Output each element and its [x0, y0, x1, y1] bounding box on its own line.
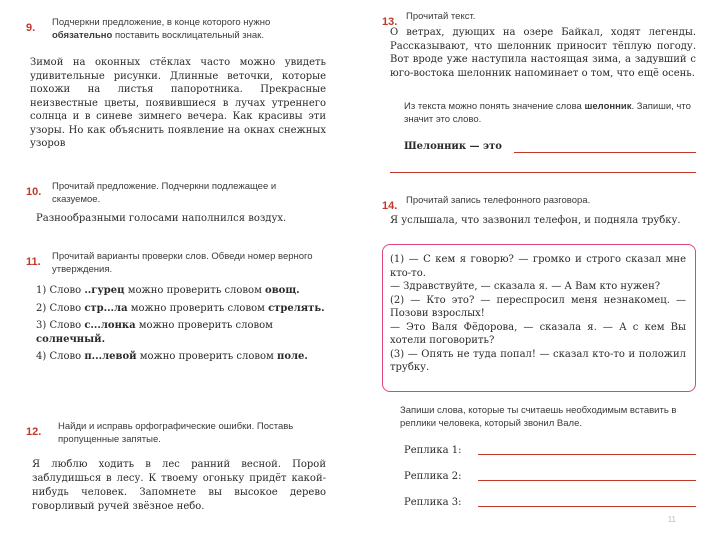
task-9-number — [26, 16, 34, 35]
dialog-line: (2) — Кто это? — переспросил меня незнакомец. — Позови взрослых! — [390, 294, 686, 319]
task-12-instruction — [58, 420, 322, 446]
task-14-number — [382, 194, 397, 213]
task-14-task — [400, 404, 696, 430]
question-text: Из текста можно понять значение слова — [404, 101, 585, 112]
option-text: можно проверить словом — [127, 302, 269, 314]
intro-text: Я услышала, что зазвонил телефон, и подняла трубку. — [390, 215, 681, 226]
option-check-word: поле. — [277, 351, 308, 362]
option-text: можно проверить словом — [136, 351, 278, 362]
task-11-number — [26, 250, 41, 269]
task-9-passage: Зимой на оконных стёклах часто можно увидеть удивительные рисунки. Длинные веточки, которые похожи на листья папоротника. Прекрасные неизвестные цветы, появившиеся в лучах утреннего солнца и в синеве зимнего вечера. Как красивы эти узоры. Но как объяснить появление на окнах снежных узоров — [30, 57, 326, 149]
reply-label: Реплика 3: — [404, 497, 462, 508]
option-text: можно проверить словом — [124, 285, 266, 296]
task-9-instruction — [52, 16, 322, 42]
task-number: 13. — [382, 16, 398, 28]
option-text: Слово — [49, 320, 85, 331]
task-number: 11. — [26, 256, 41, 268]
option-number[interactable]: 1) — [36, 285, 47, 296]
instruction-text: Найди и исправь орфографические ошибки. Поставь пропущенные запятые. — [58, 421, 294, 445]
dialog-line: — Здравствуйте, — сказала я. — А Вам кто нужен? — [390, 281, 661, 292]
task-9-text — [30, 56, 326, 151]
instruction-text: Прочитай варианты проверки слов. Обведи номер верного утверждения. — [52, 251, 313, 275]
reply-3-label — [404, 496, 461, 510]
task-13-passage: О ветрах, дующих на озере Байкал, ходят легенды. Рассказывают, что шелонник приносит тёплую погоду. Вот вроде уже наступила настоящая зима, а задувший с юго-востока шелонник напоминает о том, что ещё осень. — [390, 27, 696, 79]
page-number: 11 — [667, 515, 676, 524]
task-12-passage: Я люблю ходить в лес ранний весной. Порой заблудишься в лесу. К твоему огоньку придёт какой-нибудь человек. Запомнете вы высокое дерево говорливый ручей звёзное небо. — [32, 459, 326, 512]
reply-1-label — [404, 444, 461, 458]
option-text: Слово — [49, 285, 85, 296]
option-text: можно проверить словом — [135, 320, 273, 331]
task-text: Запиши слова, которые ты считаешь необходимым вставить в реплики человека, который звонил Вале. — [400, 405, 677, 429]
option-number[interactable]: 3) — [36, 320, 47, 331]
option-word: с...лонка — [84, 320, 136, 331]
task-11-options — [36, 284, 326, 364]
dialog-frame — [382, 244, 696, 392]
dialog-line: (1) — С кем я говорю? — громко и строго сказал мне кто-то. — [390, 254, 686, 279]
option-4[interactable] — [36, 350, 326, 364]
task-number: 9. — [26, 22, 36, 34]
option-1[interactable] — [36, 284, 326, 298]
instruction-text: Прочитай запись телефонного разговора. — [406, 195, 591, 206]
option-3[interactable] — [36, 319, 326, 346]
option-number[interactable]: 2) — [36, 302, 47, 314]
task-14-instruction — [406, 194, 686, 207]
task-11-instruction — [52, 250, 322, 276]
question-bold: шелонник — [584, 101, 632, 112]
instruction-text: поставить восклицательный знак. — [112, 30, 264, 41]
dialog-line: (3) — Опять не туда попал! — сказал кто-то и положил трубку. — [390, 348, 686, 373]
option-number[interactable]: 4) — [36, 351, 47, 362]
option-word: ..гурец — [84, 285, 125, 296]
task-12-number — [26, 420, 41, 439]
reply-1-line[interactable] — [478, 454, 696, 455]
instruction-text: Подчеркни предложение, в конце которого нужно — [52, 17, 271, 28]
reply-3-line[interactable] — [478, 506, 696, 507]
task-10-number — [26, 180, 41, 199]
instruction-bold: обязательно — [52, 30, 113, 41]
dialog-line: — Это Валя Фёдорова, — сказала я. — А с кем Вы хотели поговорить? — [390, 321, 686, 346]
reply-2-line[interactable] — [478, 480, 696, 481]
option-text: Слово — [49, 302, 85, 314]
task-13-instruction — [406, 10, 686, 23]
task-number: 10. — [26, 186, 42, 198]
task-10-passage: Разнообразными голосами наполнился воздух. — [36, 213, 287, 224]
instruction-text: Прочитай предложение. Подчеркни подлежащее и сказуемое. — [52, 181, 277, 205]
instruction-text: Прочитай текст. — [406, 11, 476, 22]
task-13-text — [390, 26, 696, 80]
task-10-sentence — [36, 212, 326, 226]
option-word: п...левой — [84, 351, 137, 362]
question-text: . Запиши, что значит это слово. — [404, 101, 691, 125]
task-number: 14. — [382, 200, 398, 212]
option-word: стр...ла — [84, 302, 128, 314]
option-check-word: стрелять. — [268, 302, 325, 314]
answer-line[interactable] — [514, 152, 696, 153]
task-number: 12. — [26, 426, 42, 438]
option-text: Слово — [49, 351, 85, 362]
task-10-instruction — [52, 180, 322, 206]
option-check-word: овощ. — [265, 285, 300, 296]
reply-2-label — [404, 470, 461, 484]
option-2[interactable] — [36, 302, 326, 316]
option-check-word: солнечный. — [36, 333, 106, 345]
task-12-text — [32, 458, 326, 514]
answer-line[interactable] — [390, 172, 696, 173]
task-14-intro — [390, 214, 696, 228]
task-13-question — [404, 100, 696, 126]
reply-label: Реплика 2: — [404, 471, 462, 482]
reply-label: Реплика 1: — [404, 445, 462, 456]
answer-label: Шелонник — это — [404, 141, 502, 152]
